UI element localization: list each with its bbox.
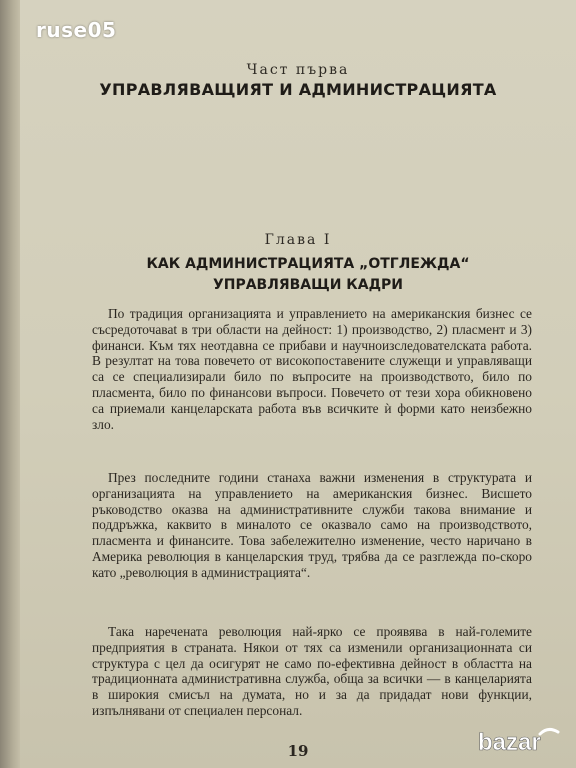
seller-watermark: ruse05: [36, 18, 117, 42]
part-label: Част първа: [246, 62, 350, 78]
paragraph-text: През последните години станаха важни изменения в структурата и организацията на управлението на американския бизнес. Висшето ръководство оказва на административните служби такова внимание и поддръжка, каквито в миналото се оказвало само на производството, пласмента и финансите. Това забележително изменение, често наричано в Америка революция в канцеларския труд, трябва да се разглежда по-скоро като „революция в администрацията“.: [92, 470, 532, 580]
paragraph-text: Така наречената революция най-ярко се проявява в най-големите предприятия в страната. Някои от тях са изменили организационната си структура с цел да осигурят не само по-ефективна дейност в областта на традиционната административна служба, обща за всички — в канцеларията в широкия смисъл на думата, но и за да придадат нови функции, изпълнявани от специален персонал.: [92, 624, 532, 718]
page-number: 19: [287, 742, 309, 760]
body-paragraph-2: [92, 470, 532, 587]
book-spine-shadow: [0, 0, 22, 768]
chapter-title-line-2: УПРАВЛЯВАЩИ КАДРИ: [212, 277, 404, 293]
book-page: [20, 0, 576, 768]
svg-text:bazar: bazar: [478, 729, 541, 756]
chapter-label: Глава I: [264, 232, 332, 248]
paragraph-text: По традиция организацията и управлението на американския бизнес се съсредоточаваt в три области на дейност: 1) производство, 2) пласмент и 3) финанси. Към тях неотдавна се прибави и научноизследователската работа. В резултат на това повечето от високопоставените служещи и управляващи са се специализирали било по въпросите на производството, било по пласмента, било по финансови въпроси. Повечето от тези хора обикновено са приемали канцеларската работа във всичките ѝ форми като неизбежно зло.: [92, 306, 532, 432]
chapter-title: [100, 254, 516, 296]
body-paragraph-1: [92, 306, 532, 438]
bazar-logo-icon: [474, 724, 568, 760]
part-title: УПРАВЛЯВАЩИЯТ И АДМИНИСТРАЦИЯТА: [99, 80, 497, 99]
body-paragraph-3: [92, 624, 532, 725]
chapter-title-line-1: КАК АДМИНИСТРАЦИЯТА „ОТГЛЕЖДА“: [146, 256, 470, 272]
